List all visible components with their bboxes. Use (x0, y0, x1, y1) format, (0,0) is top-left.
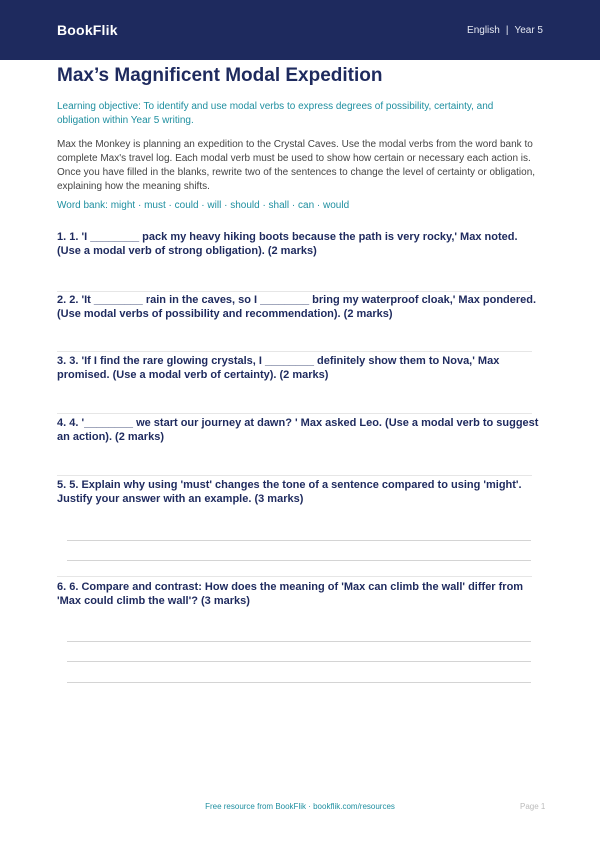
brand-logo: BookFlik (57, 22, 118, 38)
subject-label: English (467, 24, 500, 36)
word-bank: Word bank: might · must · could · will · should · shall · can · would (57, 200, 350, 211)
year-label: Year 5 (514, 24, 543, 36)
answer-line[interactable] (67, 641, 531, 642)
question-separator (57, 475, 532, 476)
question-5: 5. 5. Explain why using 'must' changes the tone of a sentence compared to using 'might'. Justify your answer with an example. (3 marks) (57, 479, 522, 505)
page-number: Page 1 (520, 802, 546, 811)
answer-line[interactable] (67, 540, 531, 541)
header-separator: | (505, 24, 509, 36)
answer-line[interactable] (67, 560, 531, 561)
question-separator (57, 291, 532, 292)
question-separator (57, 351, 532, 352)
page-title: Max’s Magnificent Modal Expedition (57, 65, 383, 86)
question-1: 1. 1. 'I ________ pack my heavy hiking boots because the path is very rocky,' Max noted. (Use a modal verb of strong obligation). (2 marks) (57, 231, 518, 257)
question-separator (57, 413, 532, 414)
intro-paragraph: Max the Monkey is planning an expedition to the Crystal Caves. Use the modal verbs from the word bank to complete Max's travel log. Each modal verb must be used to show how certain or necessary each action is. Once you have filled in the blanks, rewrite two of the sentences to change the level of certainty or obligation, explaining how the meaning shifts. (57, 139, 536, 192)
question-3: 3. 3. 'If I find the rare glowing crystals, I ________ definitely show them to Nova,' Max promised. (Use a modal verb of certainty). (2 marks) (57, 355, 500, 381)
question-separator (57, 576, 532, 577)
answer-line[interactable] (67, 661, 531, 662)
footer-credit: Free resource from BookFlik · bookflik.com/resources (205, 802, 395, 811)
question-6: 6. 6. Compare and contrast: How does the meaning of 'Max can climb the wall' differ from 'Max could climb the wall'? (3 marks) (57, 581, 524, 607)
question-4: 4. 4. '________ we start our journey at dawn? ' Max asked Leo. (Use a modal verb to suggest an action). (2 marks) (57, 417, 539, 443)
learning-objective: Learning objective: To identify and use modal verbs to express degrees of possibility, certainty, and obligation within Year 5 writing. (57, 101, 494, 126)
header-meta (467, 25, 543, 36)
answer-line[interactable] (67, 682, 531, 683)
page-header (0, 0, 600, 60)
question-2: 2. 2. 'It ________ rain in the caves, so I ________ bring my waterproof cloak,' Max pondered. (Use modal verbs of possibility and recommendation). (2 marks) (57, 294, 537, 320)
